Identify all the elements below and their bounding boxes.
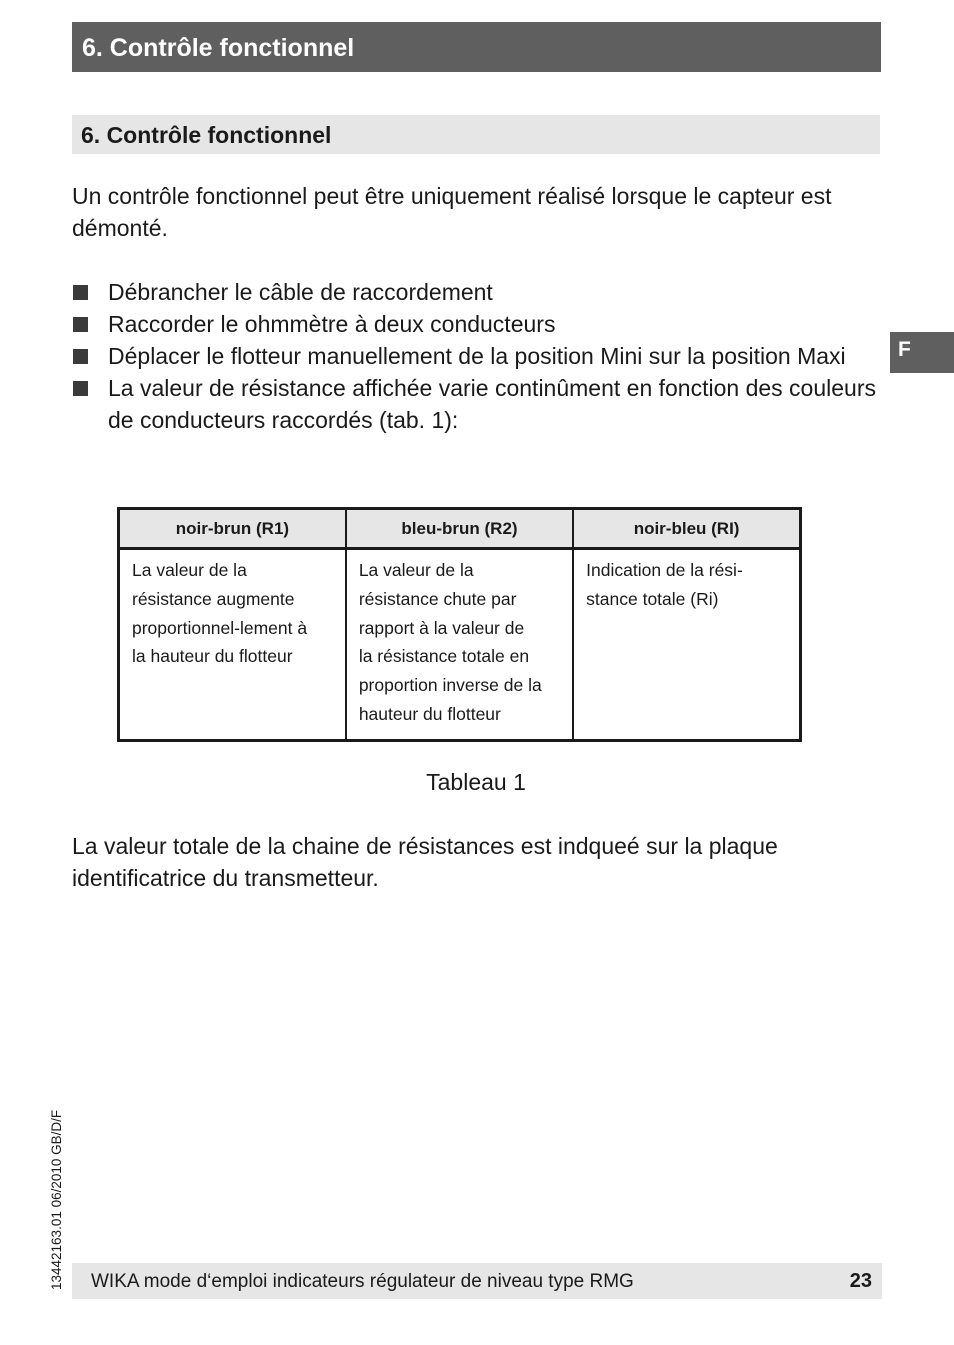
list-item bbox=[72, 276, 880, 308]
section-title: 6. Contrôle fonctionnel bbox=[81, 122, 332, 148]
square-bullet-icon bbox=[73, 349, 88, 364]
cell-line: hauteur du flotteur bbox=[358, 703, 501, 724]
closing-paragraph: La valeur totale de la chaine de résistances est indqueé sur la plaque identificatrice du transmetteur. bbox=[72, 833, 778, 891]
section-heading bbox=[72, 115, 880, 154]
chapter-title: 6. Contrôle fonctionnel bbox=[82, 34, 355, 62]
column-header-r1: noir-brun (R1) bbox=[119, 509, 346, 549]
cell-line: la résistance totale en bbox=[358, 646, 530, 667]
cell-line: La valeur de la bbox=[358, 560, 474, 580]
column-header-ri: noir-bleu (RI) bbox=[573, 509, 800, 549]
cell-line: stance totale (Ri) bbox=[586, 588, 719, 609]
language-tab-label: F bbox=[898, 338, 911, 361]
cell-line: Indication de la rési- bbox=[586, 560, 743, 580]
language-tab bbox=[890, 332, 954, 373]
table-cell-ri bbox=[573, 549, 800, 741]
footer-text: WIKA mode d‘emploi indicateurs régulateur de niveau type RMG bbox=[91, 1271, 634, 1292]
list-item bbox=[72, 340, 880, 372]
cell-line: proportion inverse de la bbox=[358, 675, 542, 696]
table-header-row bbox=[119, 509, 801, 549]
cell-line: proportionnel-lement à bbox=[132, 617, 308, 638]
cell-line: résistance chute par bbox=[358, 588, 517, 609]
table-cell-r1 bbox=[119, 549, 346, 741]
table-row bbox=[119, 549, 801, 741]
column-header-r2: bleu-brun (R2) bbox=[346, 509, 573, 549]
square-bullet-icon bbox=[73, 317, 88, 332]
intro-paragraph: Un contrôle fonctionnel peut être uniquement réalisé lorsque le capteur est démonté. bbox=[72, 183, 832, 241]
list-item-text: Déplacer le flotteur manuellement de la position Mini sur la position Maxi bbox=[108, 343, 846, 369]
cell-line: rapport à la valeur de bbox=[358, 617, 525, 638]
table-cell-r2 bbox=[346, 549, 573, 741]
list-item-text: Débrancher le câble de raccordement bbox=[108, 279, 493, 305]
instruction-list bbox=[72, 276, 880, 436]
chapter-header bbox=[72, 22, 881, 72]
table-caption: Tableau 1 bbox=[426, 769, 526, 795]
square-bullet-icon bbox=[73, 285, 88, 300]
list-item bbox=[72, 308, 880, 340]
cell-line: la hauteur du flotteur bbox=[132, 646, 293, 667]
list-item bbox=[72, 372, 880, 436]
cell-line: résistance augmente bbox=[132, 588, 295, 609]
cell-line: La valeur de la bbox=[132, 560, 247, 580]
document-code: 13442163.01 06/2010 GB/D/F bbox=[49, 1109, 64, 1290]
page-number: 23 bbox=[849, 1270, 872, 1292]
list-item-text: La valeur de résistance affichée varie continûment en fonction des couleurs de conducteurs raccordés (tab. 1): bbox=[108, 375, 876, 433]
page-footer bbox=[72, 1263, 882, 1299]
square-bullet-icon bbox=[73, 381, 88, 396]
list-item-text: Raccorder le ohmmètre à deux conducteurs bbox=[108, 311, 556, 337]
resistance-table bbox=[117, 507, 802, 742]
